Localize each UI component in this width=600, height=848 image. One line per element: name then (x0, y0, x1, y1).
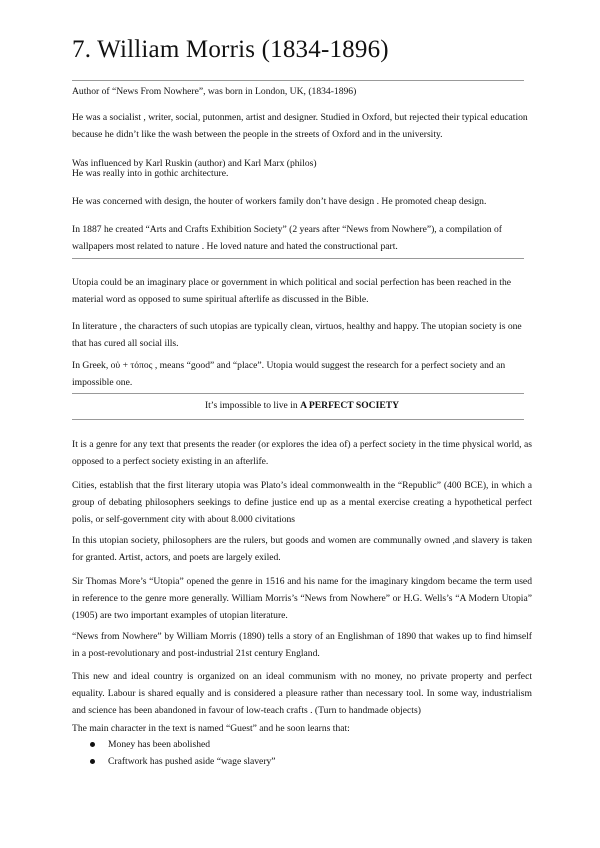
divider (72, 258, 524, 259)
socialist-paragraph: He was a socialist , writer, social, putonmen, artist and designer. Studied in Oxford, but rejected their typical education because he didn’t like the wash between the people in the streets of Oxford and in the university. (72, 112, 528, 140)
section-heading-bold: A PERFECT SOCIETY (300, 400, 400, 411)
bullet-list (88, 736, 528, 770)
news-story-paragraph: “News from Nowhere” by William Morris (1890) tells a story of an Englishman of 1890 that wakes up to find himself in a post-revolutionary and post-industrial 21st century England. (72, 631, 532, 659)
more-paragraph: Sir Thomas More’s “Utopia” opened the genre in 1516 and his name for the imaginary kingdom became the term used in reference to the genre more generally. William Morris’s “News from Nowhere” or H.G. Wells’s “A Modern Utopia” (1905) are two important examples of utopian literature. (72, 576, 532, 621)
bullet-icon (90, 759, 95, 764)
influenced-line-1: Was influenced by Karl Ruskin (author) and Karl Marx (philos) (72, 158, 317, 169)
list-item (88, 736, 528, 753)
author-line: Author of “News From Nowhere”, was born in London, UK, (1834-1896) (72, 86, 357, 97)
divider (72, 80, 524, 81)
influenced-line-2: He was really into in gothic architecture. (72, 168, 229, 179)
list-item-text: Money has been abolished (108, 739, 211, 750)
literature-paragraph: In literature , the characters of such utopias are typically clean, virtuos, healthy and happy. The utopian society is one that has cured all social ills. (72, 321, 522, 349)
new-country-paragraph: This new and ideal country is organized on an ideal communism with no money, no private property and perfect equality. Labour is shared equally and is considered a pleasure rather than necessary tool. In some way, industrialism and science has been abandoned in favour of low-teach crafts . (Turn to handmade objects) (72, 671, 532, 716)
utopian-society-paragraph: In this utopian society, philosophers are the rulers, but goods and women are communally owned ,and slavery is taken for granted. Artist, actors, and poets are largely exiled. (72, 535, 532, 563)
utopia-definition: Utopia could be an imaginary place or government in which political and social perfection has been reached in the material word as opposed to sume spiritual afterlife as discussed in the Bible. (72, 277, 512, 305)
divider (72, 393, 524, 394)
bullet-icon (90, 742, 95, 747)
main-character-paragraph: The main character in the text is named “Guest” and he soon learns that: (72, 723, 350, 734)
section-heading-prefix: It’s impossible to live in (204, 400, 301, 411)
greek-paragraph: In Greek, οὐ + τόπος , means “good” and “place”. Utopia would suggest the research for a perfect society and an impossible one. (72, 360, 506, 388)
cities-paragraph: Cities, establish that the first literary utopia was Plato’s ideal commonwealth in the “Republic” (400 BCE), in which a group of debating philosophers seekings to define justice end up as a mental exercise creating a hypothetical perfect polis, or self-government city with about 8.000 civitations (72, 480, 532, 525)
divider (72, 419, 524, 420)
genre-paragraph: It is a genre for any text that presents the reader (or explores the idea of) a perfect society in the time physical world, as opposed to a perfect society existing in an afterlife. (72, 439, 532, 467)
list-item (88, 753, 528, 770)
page-title: 7. William Morris (1834-1896) (72, 36, 389, 63)
section-heading (72, 397, 532, 414)
design-paragraph: He was concerned with design, the houter of workers family don’t have design . He promoted cheap design. (72, 196, 487, 207)
arts-crafts-paragraph: In 1887 he created “Arts and Crafts Exhibition Society” (2 years after “News from Nowhere”), a compilation of wallpapers most related to nature . He loved nature and hated the constructional part. (72, 224, 502, 252)
list-item-text: Craftwork has pushed aside “wage slavery” (108, 756, 276, 767)
